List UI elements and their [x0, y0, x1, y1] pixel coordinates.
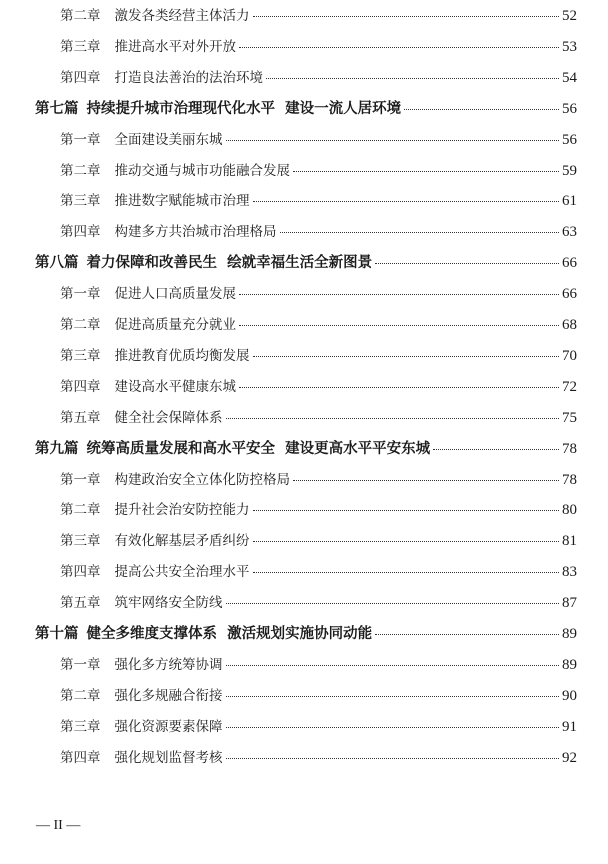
dot-leader [239, 325, 559, 326]
dot-leader [226, 603, 560, 604]
toc-entry-number: 第五章 [60, 409, 101, 426]
toc-entry-label [60, 344, 250, 364]
toc-entry-number: 第四章 [60, 564, 101, 581]
dot-leader [239, 387, 559, 388]
toc-entry-label [35, 437, 430, 458]
toc-entry-number: 第三章 [60, 533, 101, 550]
toc-entry-label [60, 220, 277, 240]
toc-entry-title: 健全社会保障体系 [114, 409, 223, 426]
toc-chapter-entry [60, 344, 577, 365]
toc-chapter-entry [60, 746, 577, 767]
dot-leader [293, 480, 559, 481]
toc-entry-number: 第四章 [60, 69, 101, 86]
toc-entry-label [60, 375, 236, 395]
toc-entry-label [60, 35, 236, 55]
toc-page-number: 66 [562, 286, 577, 303]
dot-leader [226, 140, 560, 141]
toc-entry-number: 第三章 [60, 193, 101, 210]
toc-entry-label [60, 313, 236, 333]
toc-page-number: 87 [562, 595, 577, 612]
toc-chapter-entry [60, 282, 577, 303]
dot-leader [266, 78, 559, 79]
toc-entry-number: 第一章 [60, 656, 101, 673]
toc-entry-number: 第一章 [60, 286, 101, 303]
toc-chapter-entry [60, 560, 577, 581]
toc-chapter-entry [60, 406, 577, 427]
toc-entry-title: 着力保障和改善民生 绘就幸福生活全新图景 [86, 254, 373, 272]
toc-page-number: 83 [562, 564, 577, 581]
toc-entry-number: 第七篇 [35, 99, 79, 117]
toc-chapter-entry [60, 468, 577, 489]
toc-entry-label [60, 406, 223, 426]
toc-page-number: 52 [562, 8, 577, 24]
toc-entry-number: 第二章 [60, 8, 101, 24]
dot-leader [253, 541, 560, 542]
toc-chapter-entry [60, 375, 577, 396]
toc-part-entry [35, 97, 577, 118]
toc-chapter-entry [60, 189, 577, 210]
toc-part-entry [35, 251, 577, 272]
toc-page-number: 66 [562, 255, 577, 272]
toc-page-number: 91 [562, 718, 577, 735]
dot-leader [253, 201, 560, 202]
toc-entry-title: 推进教育优质均衡发展 [114, 347, 250, 364]
toc-chapter-entry [60, 529, 577, 550]
dot-leader [239, 294, 559, 295]
page-footer: — II — [36, 818, 81, 833]
toc-entry-number: 第一章 [60, 471, 101, 488]
toc-entry-title: 推进高水平对外开放 [114, 38, 236, 55]
toc-page-number: 72 [562, 378, 577, 395]
toc-entry-label [35, 97, 401, 118]
toc-part-entry [35, 622, 577, 643]
toc-entry-label [60, 715, 223, 735]
toc-entry-label [60, 498, 250, 518]
toc-entry-title: 有效化解基层矛盾纠纷 [114, 533, 250, 550]
toc-entry-label [60, 282, 236, 302]
toc-page-number: 68 [562, 317, 577, 333]
toc-entry-number: 第五章 [60, 595, 101, 612]
toc-entry-number: 第三章 [60, 347, 101, 364]
toc-entry-label [35, 251, 372, 272]
toc-entry-title: 构建多方共治城市治理格局 [114, 224, 277, 241]
dot-leader [375, 263, 559, 264]
dot-leader [280, 232, 560, 233]
toc-entry-title: 提升社会治安防控能力 [114, 502, 250, 519]
toc-entry-title: 建设高水平健康东城 [114, 378, 236, 395]
toc-page-number: 56 [562, 100, 577, 117]
toc-page-number: 61 [562, 193, 577, 210]
toc-page-number: 54 [562, 69, 577, 86]
dot-leader [253, 510, 560, 511]
dot-leader [226, 758, 560, 759]
toc-entry-title: 强化多方统筹协调 [114, 656, 223, 673]
toc-entry-title: 提高公共安全治理水平 [114, 564, 250, 581]
toc-entry-number: 第三章 [60, 38, 101, 55]
dot-leader [253, 16, 560, 17]
toc-entry-label [60, 653, 223, 673]
toc-page-number: 78 [562, 471, 577, 488]
toc-chapter-entry [60, 653, 577, 674]
toc-entry-title: 全面建设美丽东城 [114, 131, 223, 148]
toc-entry-title: 强化资源要素保障 [114, 718, 223, 735]
toc-page-number: 78 [562, 440, 577, 457]
toc-page-number: 59 [562, 162, 577, 179]
toc-entry-label [60, 529, 250, 549]
toc-entry-label [35, 622, 372, 643]
toc-entry-number: 第八篇 [35, 254, 79, 272]
toc-page-number: 56 [562, 131, 577, 148]
toc-entry-label [60, 4, 250, 24]
toc-entry-label [60, 128, 223, 148]
toc-entry-title: 构建政治安全立体化防控格局 [114, 471, 290, 488]
toc-chapter-entry [60, 4, 577, 25]
toc-entry-label [60, 591, 223, 611]
toc-entry-label [60, 560, 250, 580]
toc-entry-number: 第二章 [60, 317, 101, 333]
toc-entry-title: 持续提升城市治理现代化水平 建设一流人居环境 [86, 99, 402, 117]
toc-entry-title: 统筹高质量发展和高水平安全 建设更高水平平安东城 [86, 439, 431, 457]
dot-leader [226, 727, 560, 728]
dot-leader [226, 696, 560, 697]
toc-entry-number: 第二章 [60, 687, 101, 704]
dot-leader [253, 356, 560, 357]
dot-leader [226, 418, 560, 419]
toc-entry-title: 筑牢网络安全防线 [114, 595, 223, 612]
dot-leader [293, 171, 559, 172]
toc-entry-title: 促进高质量充分就业 [114, 317, 236, 333]
toc-chapter-entry [60, 159, 577, 180]
toc-entry-label [60, 66, 263, 86]
toc-chapter-entry [60, 35, 577, 56]
toc-page-number: 89 [562, 656, 577, 673]
toc-entry-number: 第二章 [60, 502, 101, 519]
toc-page-number: 75 [562, 409, 577, 426]
dot-leader [253, 572, 560, 573]
toc-page-number: 70 [562, 347, 577, 364]
toc-page-number: 90 [562, 687, 577, 704]
toc-page-number: 89 [562, 626, 577, 642]
toc-chapter-entry [60, 498, 577, 519]
toc-page-number: 63 [562, 224, 577, 241]
dot-leader [433, 449, 559, 450]
toc-entry-number: 第四章 [60, 224, 101, 241]
toc-entry-title: 激发各类经营主体活力 [114, 8, 250, 24]
toc-entry-label [60, 468, 290, 488]
toc-entry-number: 第四章 [60, 749, 101, 766]
toc-entry-label [60, 746, 223, 766]
toc-chapter-entry [60, 591, 577, 612]
dot-leader [226, 665, 560, 666]
toc-entry-title: 打造良法善治的法治环境 [114, 69, 263, 86]
toc-entry-label [60, 189, 250, 209]
toc-entry-title: 强化规划监督考核 [114, 749, 223, 766]
dot-leader [375, 634, 559, 635]
toc-page-number: 92 [562, 749, 577, 766]
toc-entry-label [60, 684, 223, 704]
toc-page-number: 81 [562, 533, 577, 550]
toc-page-number: 53 [562, 38, 577, 55]
toc-entry-title: 推动交通与城市功能融合发展 [114, 162, 290, 179]
toc-entry-title: 强化多规融合衔接 [114, 687, 223, 704]
toc-entry-title: 推进数字赋能城市治理 [114, 193, 250, 210]
toc-entry-title: 健全多维度支撑体系 激活规划实施协同动能 [86, 625, 373, 642]
toc-chapter-entry [60, 66, 577, 87]
toc-chapter-entry [60, 220, 577, 241]
dot-leader [239, 47, 559, 48]
toc-chapter-entry [60, 715, 577, 736]
toc-entry-label [60, 159, 290, 179]
toc-page-number: 80 [562, 502, 577, 519]
toc-entry-number: 第九篇 [35, 439, 79, 457]
toc-entry-title: 促进人口高质量发展 [114, 286, 236, 303]
toc-entry-number: 第十篇 [35, 625, 79, 642]
toc-chapter-entry [60, 128, 577, 149]
toc-entry-number: 第四章 [60, 378, 101, 395]
toc-entry-number: 第二章 [60, 162, 101, 179]
dot-leader [404, 109, 559, 110]
toc-chapter-entry [60, 684, 577, 705]
toc-entry-number: 第三章 [60, 718, 101, 735]
toc-part-entry [35, 437, 577, 458]
toc-chapter-entry [60, 313, 577, 334]
toc-entry-number: 第一章 [60, 131, 101, 148]
